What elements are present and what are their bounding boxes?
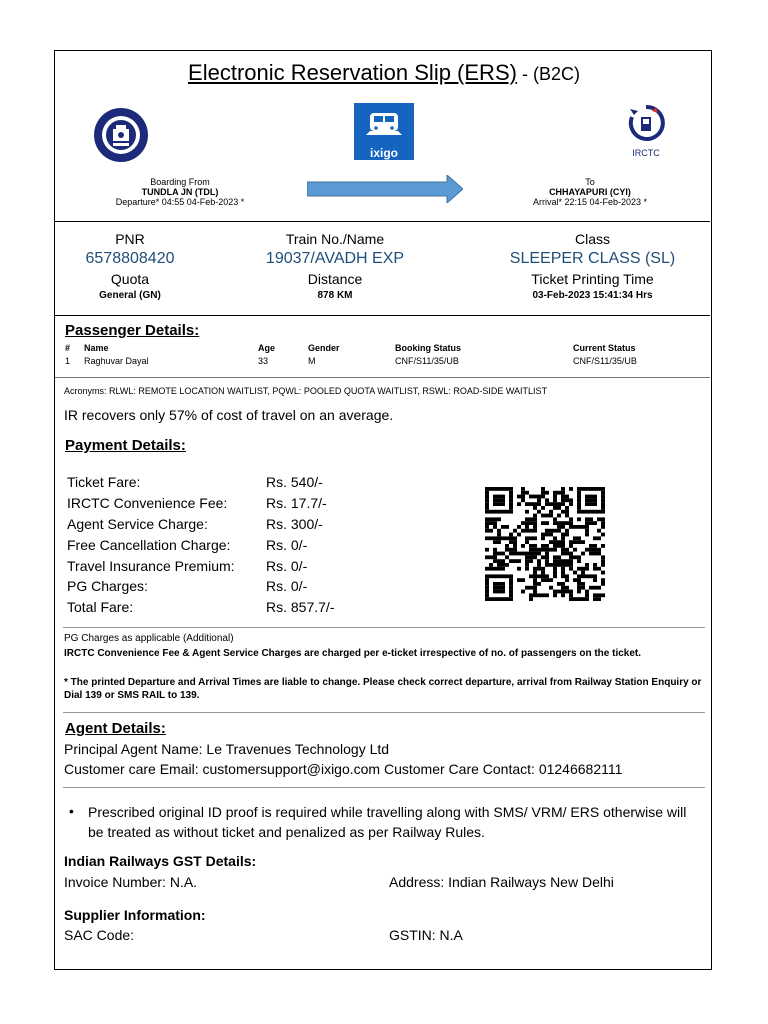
gst-heading: Indian Railways GST Details: <box>64 853 257 869</box>
fare-value: Rs. 540/- <box>266 474 323 490</box>
fee-note: IRCTC Convenience Fee & Agent Service Charges are charged per e-ticket irrespective of no. of passengers on the ticket. <box>64 648 642 659</box>
fare-label: Total Fare: <box>67 599 134 615</box>
ers-slip <box>54 50 712 970</box>
fare-label: Travel Insurance Premium: <box>67 558 235 574</box>
irctc-emblem-icon <box>626 103 666 143</box>
col-name: Name <box>84 343 109 353</box>
pnr-label: PNR <box>115 231 145 247</box>
gst-address: Address: Indian Railways New Delhi <box>389 874 614 890</box>
quota-value: General (GN) <box>99 290 161 301</box>
passenger-heading: Passenger Details: <box>65 322 200 339</box>
gstin: GSTIN: N.A <box>389 927 463 943</box>
col-index: # <box>65 343 71 353</box>
divider <box>63 787 705 788</box>
sac-code: SAC Code: <box>64 927 135 943</box>
customer-care: Customer care Email: customersupport@ixigo.com Customer Care Contact: 01246682111 <box>64 761 623 777</box>
destination-info: To CHHAYAPURI (CYI) Arrival* 22:15 04-Feb-2023 * <box>532 177 648 207</box>
divider <box>55 315 710 316</box>
supplier-heading: Supplier Information: <box>64 907 206 923</box>
divider <box>55 221 710 222</box>
divider <box>55 377 710 378</box>
col-gender: Gender <box>308 343 340 353</box>
class-label: Class <box>574 231 610 247</box>
print-time-value: 03-Feb-2023 15:41:34 Hrs <box>532 290 653 301</box>
fare-value: Rs. 857.7/- <box>266 599 335 615</box>
col-booking-status: Booking Status <box>395 343 462 353</box>
fare-value: Rs. 0/- <box>266 558 308 574</box>
ir-note: IR recovers only 57% of cost of travel on an average. <box>64 407 394 423</box>
pnr-value: 6578808420 <box>85 250 175 267</box>
acronyms-note: Acronyms: RLWL: REMOTE LOCATION WAITLIST, PQWL: POOLED QUOTA WAITLIST, RSWL: ROAD-SIDE WAITLIST <box>64 386 548 396</box>
ixigo-logo: ixigo <box>354 103 414 160</box>
divider <box>63 712 705 713</box>
invoice-number: Invoice Number: N.A. <box>64 874 198 890</box>
quota-label: Quota <box>110 271 150 287</box>
passenger-booking-status: CNF/S11/35/UB <box>395 356 459 366</box>
divider <box>63 627 705 628</box>
passenger-gender: M <box>308 356 316 366</box>
train-value: 19037/AVADH EXP <box>265 250 405 267</box>
passenger-current-status: CNF/S11/35/UB <box>573 356 637 366</box>
fare-value: Rs. 300/- <box>266 516 323 532</box>
qr-code-icon <box>485 487 605 601</box>
page-title: Electronic Reservation Slip (ERS) - (B2C) <box>188 60 580 85</box>
distance-value: 878 KM <box>317 290 353 301</box>
train-icon <box>354 103 414 143</box>
indian-railways-logo-icon <box>93 107 149 163</box>
bullet-icon: • <box>69 803 74 819</box>
times-note: * The printed Departure and Arrival Times are liable to change. Please check correct departure, arrival from Railway Station Enquiry or Dial 139 or SMS RAIL to 139. <box>64 677 702 701</box>
id-proof-note: Prescribed original ID proof is required while travelling along with SMS/ VRM/ ERS otherwise will be treated as without ticket and penalized as per Railway Rules. <box>88 804 687 840</box>
fare-label: PG Charges: <box>67 578 148 594</box>
irctc-logo: IRCTC <box>621 103 671 158</box>
table-row: 1 <box>65 356 71 366</box>
col-age: Age <box>258 343 276 353</box>
fare-label: Ticket Fare: <box>67 474 141 490</box>
payment-heading: Payment Details: <box>65 437 186 454</box>
distance-label: Distance <box>307 271 363 287</box>
fare-label: Free Cancellation Charge: <box>67 537 231 553</box>
train-label: Train No./Name <box>285 231 385 247</box>
pg-note: PG Charges as applicable (Additional) <box>64 633 234 644</box>
passenger-age: 33 <box>258 356 269 366</box>
passenger-name: Raghuvar Dayal <box>84 356 149 366</box>
class-value: SLEEPER CLASS (SL) <box>509 250 676 267</box>
fare-value: Rs. 0/- <box>266 537 308 553</box>
print-time-label: Ticket Printing Time <box>531 271 654 287</box>
fare-label: IRCTC Convenience Fee: <box>67 495 228 511</box>
fare-value: Rs. 0/- <box>266 578 308 594</box>
agent-heading: Agent Details: <box>65 720 166 737</box>
col-current-status: Current Status <box>573 343 636 353</box>
journey-arrow-icon <box>307 175 463 203</box>
fare-label: Agent Service Charge: <box>67 516 208 532</box>
principal-agent: Principal Agent Name: Le Travenues Technology Ltd <box>64 741 390 757</box>
boarding-info: Boarding From TUNDLA JN (TDL) Departure* 04:55 04-Feb-2023 * <box>115 177 245 207</box>
fare-value: Rs. 17.7/- <box>266 495 327 511</box>
